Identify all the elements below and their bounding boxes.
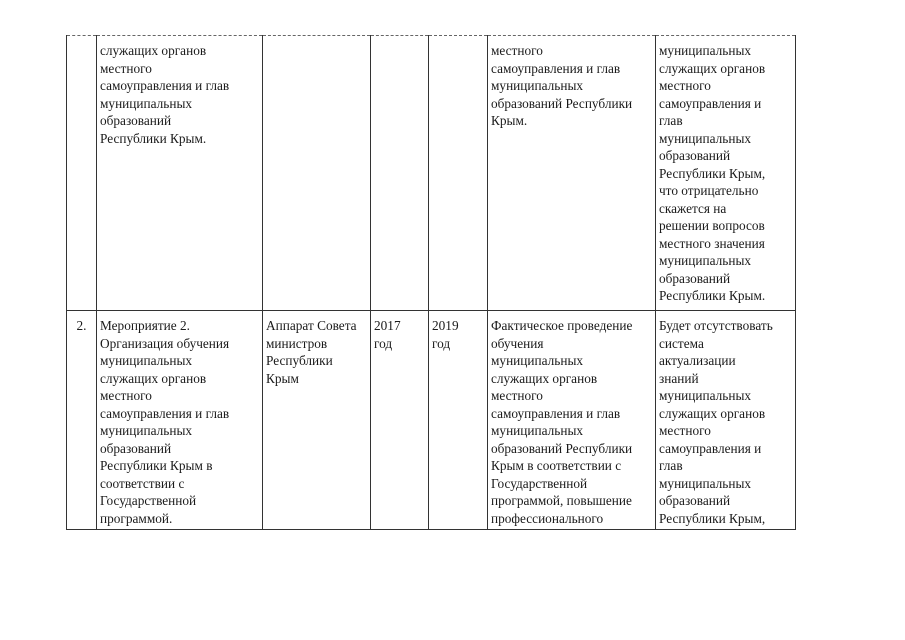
activity-cell: Мероприятие 2. Организация обучения муниципальных служащих органов местного самоуправления и глав муниципальных образований Республики Крым в соответствии с Государственной программой.	[97, 311, 263, 530]
row-number: 2.	[67, 311, 97, 530]
consequences-cell: Будет отсутствовать система актуализации знаний муниципальных служащих органов местного самоуправления и глав муниципальных образований Республики Крым,	[656, 311, 796, 530]
expected-result-cell: местного самоуправления и глав муниципальных образований Республики Крым.	[488, 36, 656, 311]
end-year-cell	[429, 36, 488, 311]
consequences-cell: муниципальных служащих органов местного самоуправления и глав муниципальных образований Республики Крым, что отрицательно скажется на решении вопросов местного значения муниципальных образований Республики Крым.	[656, 36, 796, 311]
table-row	[67, 311, 796, 530]
expected-result-cell: Фактическое проведение обучения муниципальных служащих органов местного самоуправления и глав муниципальных образований Республики Крым в соответствии с Государственной программой, повышение профессионального	[488, 311, 656, 530]
measures-table	[66, 35, 796, 530]
executor-cell: Аппарат Совета министров Республики Крым	[263, 311, 371, 530]
activity-cell: служащих органов местного самоуправления и глав муниципальных образований Республики Крым.	[97, 36, 263, 311]
row-number	[67, 36, 97, 311]
executor-cell	[263, 36, 371, 311]
end-year-cell: 2019 год	[429, 311, 488, 530]
start-year-cell: 2017 год	[371, 311, 429, 530]
start-year-cell	[371, 36, 429, 311]
table-row	[67, 36, 796, 311]
